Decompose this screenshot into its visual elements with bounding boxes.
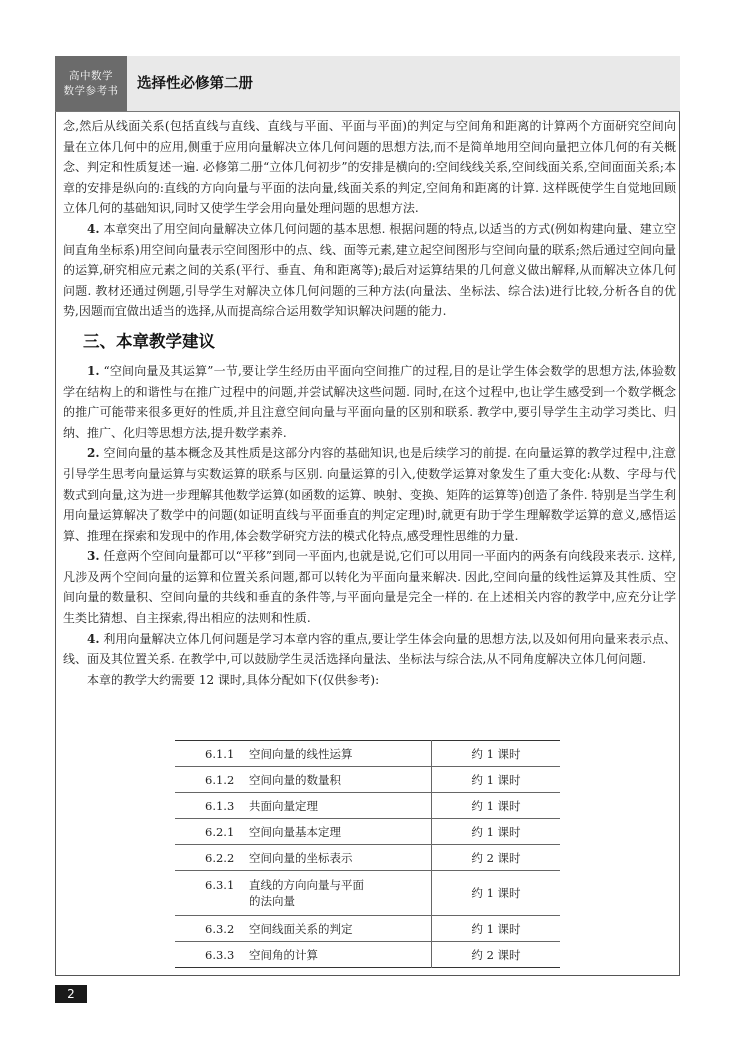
schedule-table (175, 740, 560, 968)
topic-title: 空间向量基本定理 (249, 824, 341, 839)
table-row (175, 793, 560, 819)
topic-cell (175, 819, 432, 845)
section-number: 6.3.3 (205, 947, 235, 962)
hours-cell: 约 1 课时 (432, 767, 561, 793)
hours-cell: 约 2 课时 (432, 845, 561, 871)
book-title: 选择性必修第二册 (137, 76, 253, 92)
section-number: 6.3.1 (205, 878, 235, 892)
table-row (175, 916, 560, 942)
section-title: 三、本章教学建议 (83, 331, 215, 351)
suggestion-text: 利用向量解决立体几何问题是学习本章内容的重点,要让学生体会向量的思想方法,以及如何用向量来表示点、线、面及其位置关系. 在教学中,可以鼓励学生灵活选择向量法、坐标法与综合法,从不同角度解决立体几何问题. (63, 631, 676, 667)
page-number: 2 (55, 985, 87, 1003)
topic-cell (175, 741, 432, 767)
schedule-intro: 本章的教学大约需要 12 课时,具体分配如下(仅供参考): (87, 672, 380, 687)
topic-title-line: 的法向量 (249, 894, 295, 908)
table-row (175, 741, 560, 767)
topic-title: 空间角的计算 (249, 947, 318, 962)
suggestion-text: 任意两个空间向量都可以“平移”到同一平面内,也就是说,它们可以用同一平面内的两条有向线段来表示. 这样,凡涉及两个空间向量的运算和位置关系问题,都可以转化为平面向量来解决. 因此,空间向量的线性运算及其性质、空间向量的数量积、空间向量的共线和垂直的条件等,与平面向量是完全一样的. 在上述相关内容的教学中,应充分让学生类比猜想、自主探索,得出相应的法则和性质. (63, 549, 676, 626)
topic-title: 空间向量的坐标表示 (249, 850, 353, 865)
section-number: 6.2.2 (205, 850, 235, 865)
suggestion-number: 2. (87, 446, 100, 461)
section-number: 6.1.1 (205, 746, 235, 761)
topic-title-line: 直线的方向向量与平面 (249, 878, 364, 892)
topic-cell (175, 916, 432, 942)
suggestion-paragraph (63, 629, 676, 670)
topic-title: 共面向量定理 (249, 798, 318, 813)
topic-cell (175, 767, 432, 793)
topic-cell (175, 845, 432, 871)
table-row (175, 871, 560, 916)
topic-title (249, 877, 364, 909)
suggestion-number: 4. (87, 631, 100, 646)
table-row (175, 942, 560, 968)
suggestion-number: 3. (87, 549, 100, 564)
hours-cell: 约 1 课时 (432, 916, 561, 942)
suggestion-paragraph (63, 443, 676, 546)
point-text: 本章突出了用空间向量解决立体几何问题的基本思想. 根据问题的特点,以适当的方式(例如构建向量、建立空间直角坐标系)用空间向量表示空间图形中的点、线、面等元素,建立起空间图形与空间向量的联系;然后通过空间向量的运算,研究相应元素之间的关系(平行、垂直、角和距离等);最后对运算结果的几何意义做出解释,从而解决立体几何问题. 教材还通过例题,引导学生对解决立体几何问题的三种方法(向量法、坐标法、综合法)进行比较,分析各自的优势,因题而宜做出适当的选择,从而提高综合运用数学知识解决问题的能力. (63, 221, 676, 319)
point-4-paragraph (63, 219, 676, 322)
suggestion-number: 1. (87, 363, 100, 378)
section-number: 6.2.1 (205, 824, 235, 839)
topic-title: 空间线面关系的判定 (249, 921, 353, 936)
continued-paragraph: 念,然后从线面关系(包括直线与直线、直线与平面、平面与平面)的判定与空间角和距离的计算两个方面研究空间向量在立体几何中的应用,侧重于应用向量解决立体几何问题的思想方法,而不是简单地用空间向量把立体几何的有关概念、判定和性质复述一遍. 必修第二册“立体几何初步”的安排是横向的:空间线线关系,空间线面关系,空间面面关系;本章的安排是纵向的:直线的方向向量与平面的法向量,线面关系的判定,空间角和距离的计算. 这样既使学生自觉地回顾立体几何的基础知识,同时又使学生学会用向量处理问题的思想方法. (63, 119, 676, 216)
topic-cell (175, 871, 432, 916)
table-row (175, 819, 560, 845)
series-label-line2: 数学参考书 (63, 84, 119, 97)
suggestion-text: “空间向量及其运算”一节,要让学生经历由平面向空间推广的过程,目的是让学生体会数学的思想方法,体验数学在结构上的和谐性与在推广过程中的问题,并尝试解决这些问题. 同时,在这个过程中,也让学生感受到一个数学概念的推广可能带来很多更好的性质,并且注意空间向量与平面向量的区别和联系. 教学中,要引导学生主动学习类比、归纳、推广、化归等思想方法,提升数学素养. (63, 363, 676, 440)
suggestion-paragraph (63, 361, 676, 443)
topic-cell (175, 793, 432, 819)
section-number: 6.3.2 (205, 921, 235, 936)
page-header (55, 56, 680, 112)
section-number: 6.1.2 (205, 772, 235, 787)
section-number: 6.1.3 (205, 798, 235, 813)
suggestion-paragraph (63, 546, 676, 628)
hours-cell: 约 2 课时 (432, 942, 561, 968)
series-label-box (55, 56, 127, 111)
suggestion-text: 空间向量的基本概念及其性质是这部分内容的基础知识,也是后续学习的前提. 在向量运算的教学过程中,注意引导学生思考向量运算与实数运算的联系与区别. 向量运算的引入,使数学运算对象发生了重大变化:从数、字母与代数式到向量,这为进一步理解其他数学运算(如函数的运算、映射、变换、矩阵的运算等)创造了条件. 特别是当学生利用向量运算解决了数学中的问题(如证明直线与平面垂直的判定定理)时,就更有助于学生理解数学运算的意义,感悟运算、推理在探索和发现中的作用,体会数学研究方法的模式化特点,感受理性思维的力量. (63, 446, 676, 543)
topic-title: 空间向量的数量积 (249, 772, 341, 787)
hours-cell: 约 1 课时 (432, 741, 561, 767)
topic-title: 空间向量的线性运算 (249, 746, 353, 761)
table-row (175, 845, 560, 871)
point-number: 4. (87, 221, 100, 236)
series-label-line1: 高中数学 (69, 69, 113, 82)
hours-cell: 约 1 课时 (432, 819, 561, 845)
body-content (63, 116, 676, 690)
table-row (175, 767, 560, 793)
hours-cell: 约 1 课时 (432, 793, 561, 819)
topic-cell (175, 942, 432, 968)
hours-cell: 约 1 课时 (432, 871, 561, 916)
